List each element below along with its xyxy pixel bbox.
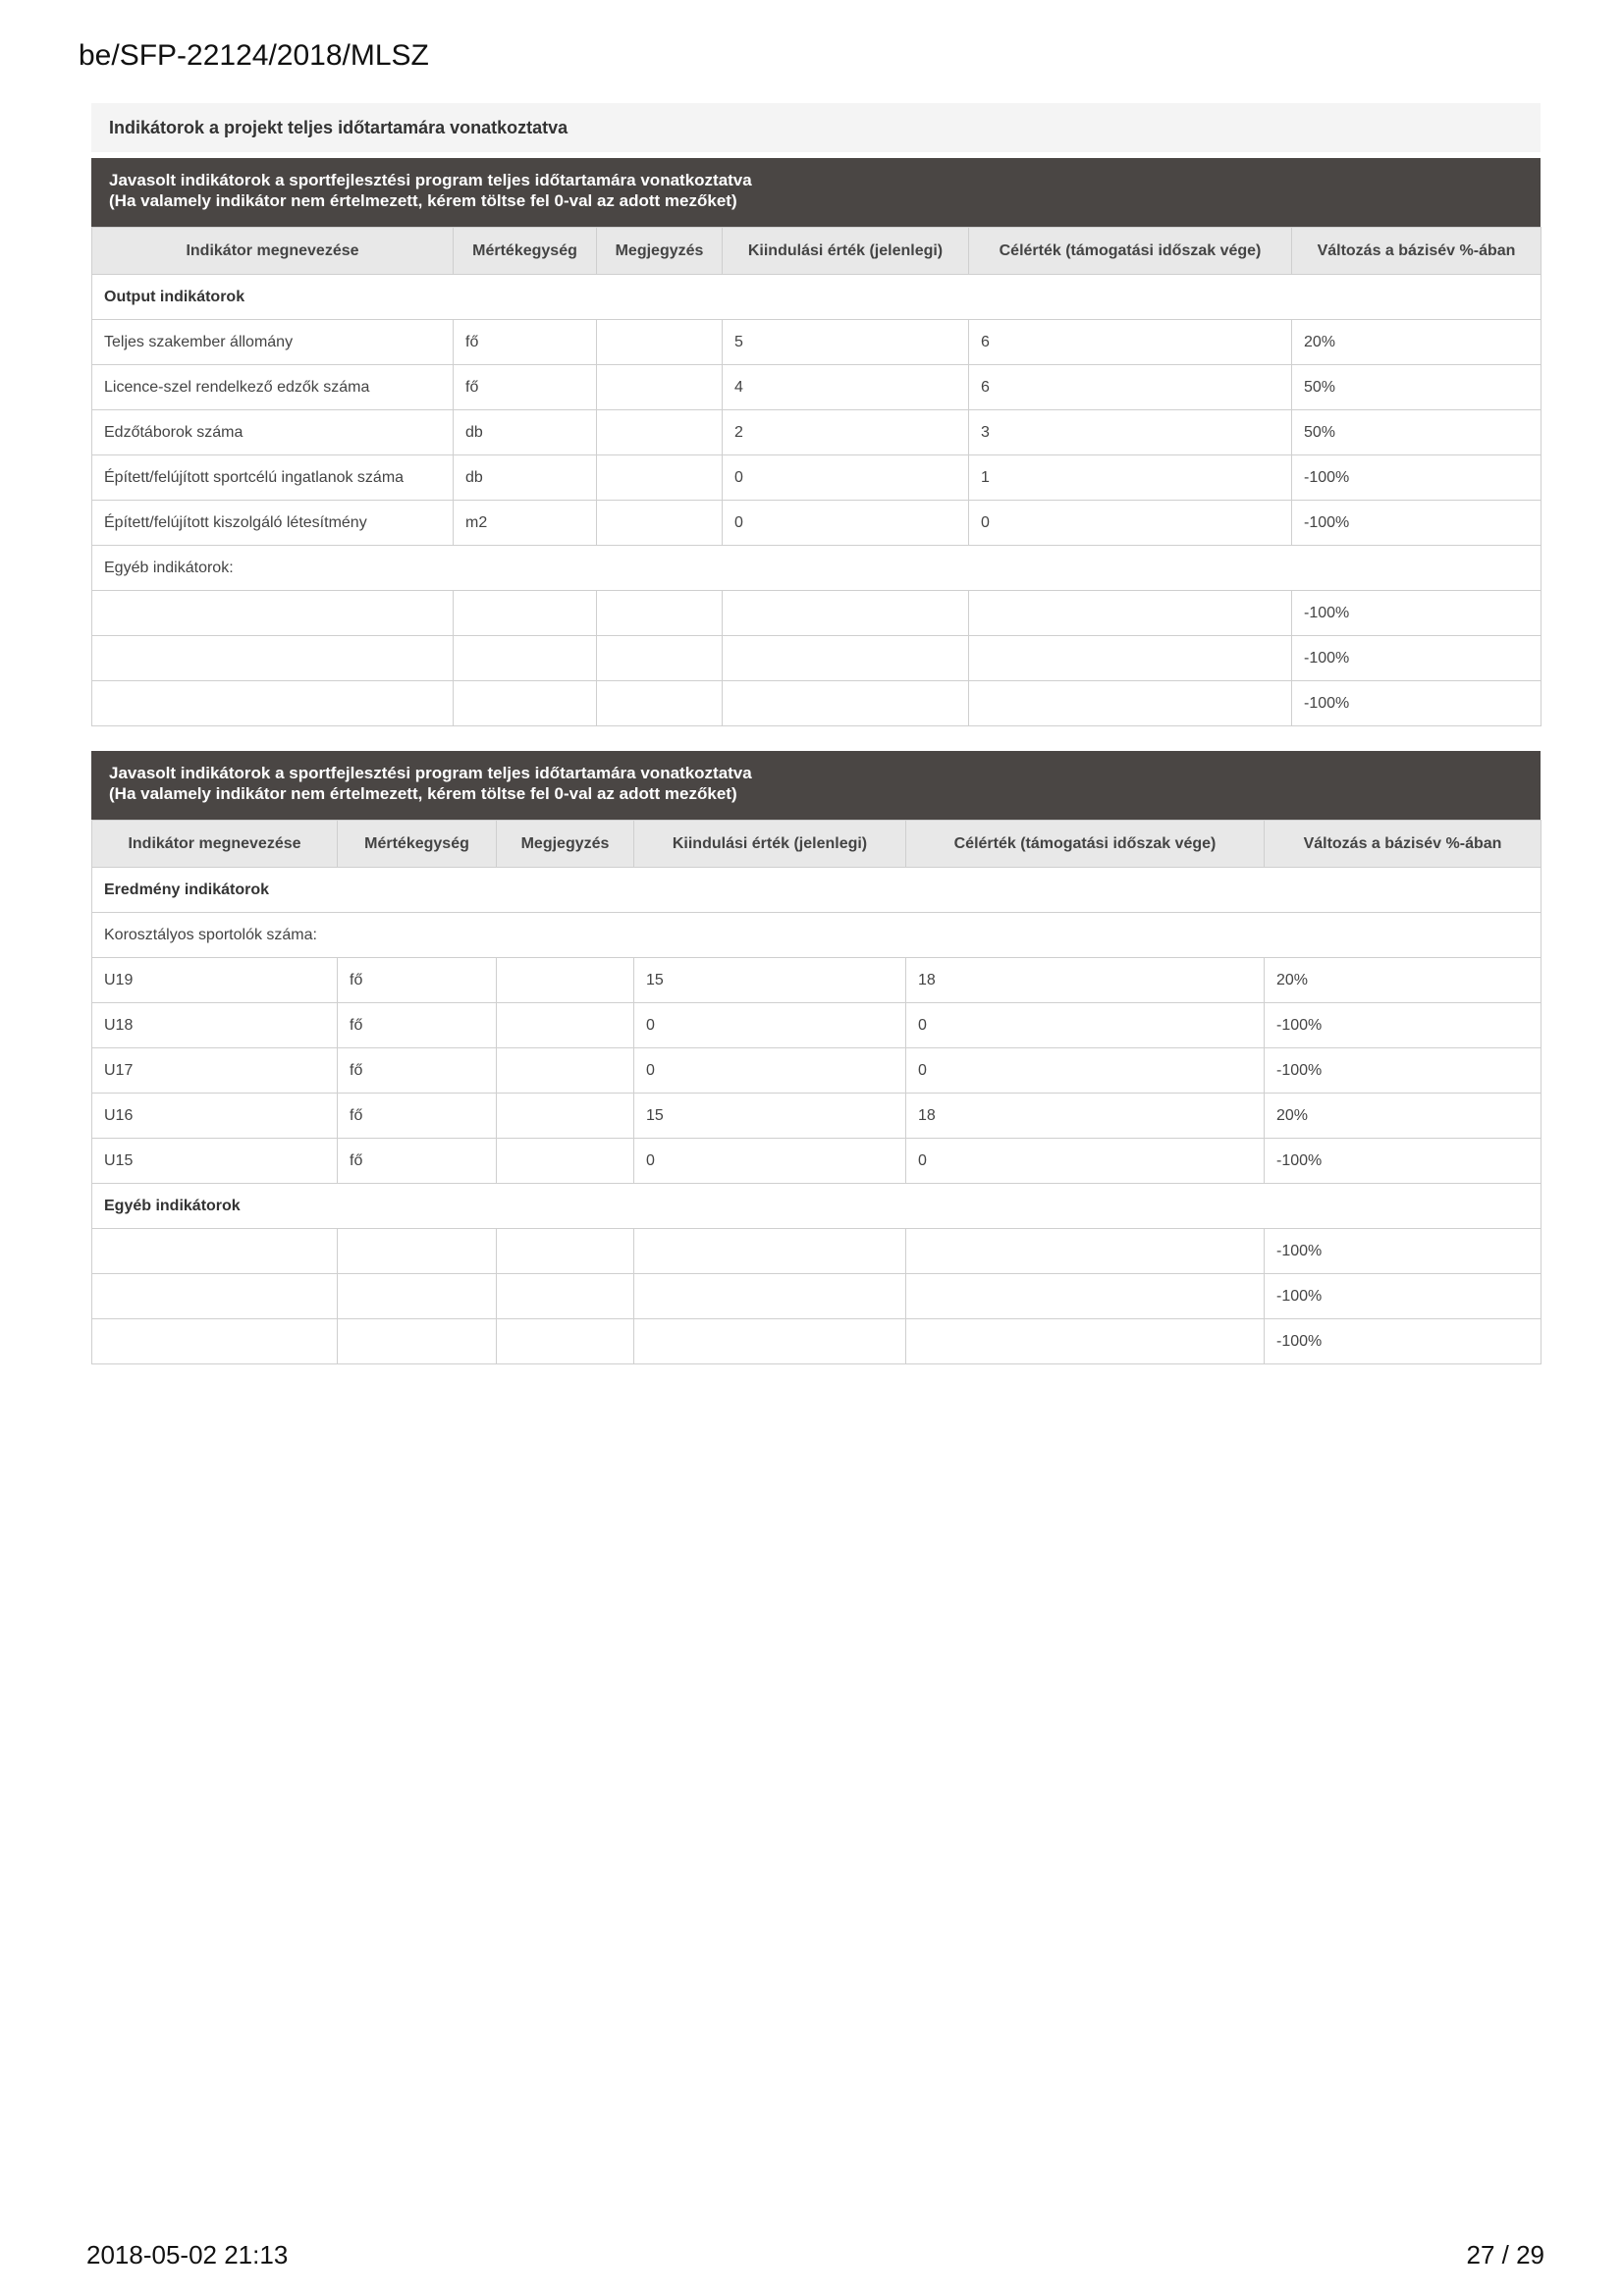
note-cell	[497, 1319, 634, 1364]
column-header: Változás a bázisév %-ában	[1265, 821, 1542, 868]
unit-cell: fő	[338, 1003, 497, 1048]
footer-page-number: 27 / 29	[1466, 2240, 1544, 2269]
change-value: -100%	[1265, 1139, 1542, 1184]
note-cell	[497, 1274, 634, 1319]
indicator-name: Teljes szakember állomány	[92, 320, 454, 365]
column-header: Változás a bázisév %-ában	[1292, 228, 1542, 275]
target-value: 0	[906, 1139, 1265, 1184]
change-value: 50%	[1292, 365, 1542, 410]
base-value	[634, 1229, 906, 1274]
unit-cell: fő	[338, 1048, 497, 1094]
note-cell	[597, 636, 723, 681]
table-header-row	[92, 228, 1542, 275]
indicator-name	[92, 591, 454, 636]
indicator-name: U17	[92, 1048, 338, 1094]
base-value	[634, 1319, 906, 1364]
indicator-name: U18	[92, 1003, 338, 1048]
column-header: Mértékegység	[338, 821, 497, 868]
column-header: Megjegyzés	[497, 821, 634, 868]
table-row	[92, 1229, 1542, 1274]
unit-cell: fő	[454, 320, 597, 365]
base-value: 0	[723, 455, 969, 501]
change-value: -100%	[1292, 591, 1542, 636]
change-value: 20%	[1265, 1094, 1542, 1139]
indicator-name	[92, 636, 454, 681]
unit-cell: db	[454, 455, 597, 501]
base-value	[634, 1274, 906, 1319]
indicator-name: U16	[92, 1094, 338, 1139]
base-value: 15	[634, 1094, 906, 1139]
target-value: 6	[969, 365, 1292, 410]
column-header: Célérték (támogatási időszak vége)	[969, 228, 1292, 275]
result-header-line2: (Ha valamely indikátor nem értelmezett, kérem töltse fel 0-val az adott mezőket)	[109, 784, 737, 803]
column-header: Célérték (támogatási időszak vége)	[906, 821, 1265, 868]
target-value: 18	[906, 958, 1265, 1003]
target-value	[969, 591, 1292, 636]
column-header: Indikátor megnevezése	[92, 821, 338, 868]
indicator-name	[92, 1229, 338, 1274]
change-value: -100%	[1292, 636, 1542, 681]
note-cell	[597, 410, 723, 455]
base-value: 15	[634, 958, 906, 1003]
target-value: 18	[906, 1094, 1265, 1139]
table-row	[92, 320, 1542, 365]
base-value: 0	[634, 1048, 906, 1094]
group-row	[92, 275, 1542, 320]
base-value: 2	[723, 410, 969, 455]
output-header-line2: (Ha valamely indikátor nem értelmezett, kérem töltse fel 0-val az adott mezőket)	[109, 191, 737, 210]
target-value	[906, 1229, 1265, 1274]
note-cell	[597, 501, 723, 546]
note-cell	[497, 1139, 634, 1184]
table-row	[92, 1319, 1542, 1364]
group-row	[92, 546, 1542, 591]
note-cell	[597, 455, 723, 501]
target-value: 6	[969, 320, 1292, 365]
table-row	[92, 958, 1542, 1003]
group-row	[92, 868, 1542, 913]
section-title: Indikátorok a projekt teljes időtartamára vonatkoztatva	[91, 103, 1541, 152]
table-row	[92, 1094, 1542, 1139]
unit-cell: m2	[454, 501, 597, 546]
output-block-header	[91, 158, 1541, 227]
target-value: 0	[906, 1003, 1265, 1048]
unit-cell: db	[454, 410, 597, 455]
table-row	[92, 1048, 1542, 1094]
table-row	[92, 410, 1542, 455]
unit-cell	[454, 591, 597, 636]
unit-cell: fő	[454, 365, 597, 410]
note-cell	[597, 681, 723, 726]
subgroup-row	[92, 913, 1542, 958]
table-row	[92, 1274, 1542, 1319]
indicator-name: U15	[92, 1139, 338, 1184]
subgroup-title: Korosztályos sportolók száma:	[92, 913, 1542, 958]
change-value: -100%	[1265, 1319, 1542, 1364]
note-cell	[497, 1229, 634, 1274]
unit-cell	[338, 1319, 497, 1364]
target-value: 0	[969, 501, 1292, 546]
column-header: Kiindulási érték (jelenlegi)	[634, 821, 906, 868]
output-indicators-table	[91, 227, 1542, 726]
indicator-name	[92, 1319, 338, 1364]
base-value: 5	[723, 320, 969, 365]
other-indicators-title: Egyéb indikátorok	[92, 1184, 1542, 1229]
target-value	[906, 1274, 1265, 1319]
note-cell	[597, 365, 723, 410]
change-value: 20%	[1292, 320, 1542, 365]
base-value: 0	[723, 501, 969, 546]
result-header-line1: Javasolt indikátorok a sportfejlesztési program teljes időtartamára vonatkoztatva	[109, 764, 752, 782]
indicator-name: U19	[92, 958, 338, 1003]
table-row	[92, 365, 1542, 410]
unit-cell	[338, 1229, 497, 1274]
unit-cell	[338, 1274, 497, 1319]
target-value: 0	[906, 1048, 1265, 1094]
change-value: -100%	[1265, 1274, 1542, 1319]
group-title: Eredmény indikátorok	[92, 868, 1542, 913]
note-cell	[597, 591, 723, 636]
change-value: -100%	[1265, 1003, 1542, 1048]
indicator-name: Épített/felújított kiszolgáló létesítmény	[92, 501, 454, 546]
unit-cell: fő	[338, 1139, 497, 1184]
target-value	[906, 1319, 1265, 1364]
change-value: 20%	[1265, 958, 1542, 1003]
table-row	[92, 455, 1542, 501]
target-value	[969, 636, 1292, 681]
indicator-name: Licence-szel rendelkező edzők száma	[92, 365, 454, 410]
note-cell	[497, 1003, 634, 1048]
table-row	[92, 1139, 1542, 1184]
document-id: be/SFP-22124/2018/MLSZ	[79, 39, 429, 72]
base-value	[723, 681, 969, 726]
note-cell	[497, 958, 634, 1003]
column-header: Megjegyzés	[597, 228, 723, 275]
output-header-line1: Javasolt indikátorok a sportfejlesztési program teljes időtartamára vonatkoztatva	[109, 171, 752, 189]
table-header-row	[92, 821, 1542, 868]
change-value: -100%	[1292, 455, 1542, 501]
change-value: -100%	[1265, 1048, 1542, 1094]
column-header: Mértékegység	[454, 228, 597, 275]
base-value	[723, 591, 969, 636]
table-row	[92, 636, 1542, 681]
table-row	[92, 591, 1542, 636]
result-indicators-table	[91, 820, 1542, 1364]
group-title: Output indikátorok	[92, 275, 1542, 320]
table-row	[92, 501, 1542, 546]
change-value: -100%	[1292, 501, 1542, 546]
change-value: 50%	[1292, 410, 1542, 455]
table-row	[92, 1003, 1542, 1048]
output-indicators-block	[91, 158, 1541, 726]
other-indicators-title: Egyéb indikátorok:	[92, 546, 1542, 591]
footer-timestamp: 2018-05-02 21:13	[86, 2240, 289, 2269]
column-header: Indikátor megnevezése	[92, 228, 454, 275]
group-row	[92, 1184, 1542, 1229]
note-cell	[497, 1048, 634, 1094]
base-value: 0	[634, 1139, 906, 1184]
indicator-name	[92, 681, 454, 726]
result-block-header	[91, 751, 1541, 820]
unit-cell: fő	[338, 1094, 497, 1139]
target-value: 1	[969, 455, 1292, 501]
table-row	[92, 681, 1542, 726]
result-indicators-block	[91, 751, 1541, 1364]
change-value: -100%	[1265, 1229, 1542, 1274]
indicator-name: Épített/felújított sportcélú ingatlanok száma	[92, 455, 454, 501]
indicator-name	[92, 1274, 338, 1319]
note-cell	[597, 320, 723, 365]
unit-cell	[454, 681, 597, 726]
base-value: 4	[723, 365, 969, 410]
base-value: 0	[634, 1003, 906, 1048]
note-cell	[497, 1094, 634, 1139]
unit-cell	[454, 636, 597, 681]
change-value: -100%	[1292, 681, 1542, 726]
unit-cell: fő	[338, 958, 497, 1003]
target-value: 3	[969, 410, 1292, 455]
indicator-name: Edzőtáborok száma	[92, 410, 454, 455]
target-value	[969, 681, 1292, 726]
base-value	[723, 636, 969, 681]
column-header: Kiindulási érték (jelenlegi)	[723, 228, 969, 275]
